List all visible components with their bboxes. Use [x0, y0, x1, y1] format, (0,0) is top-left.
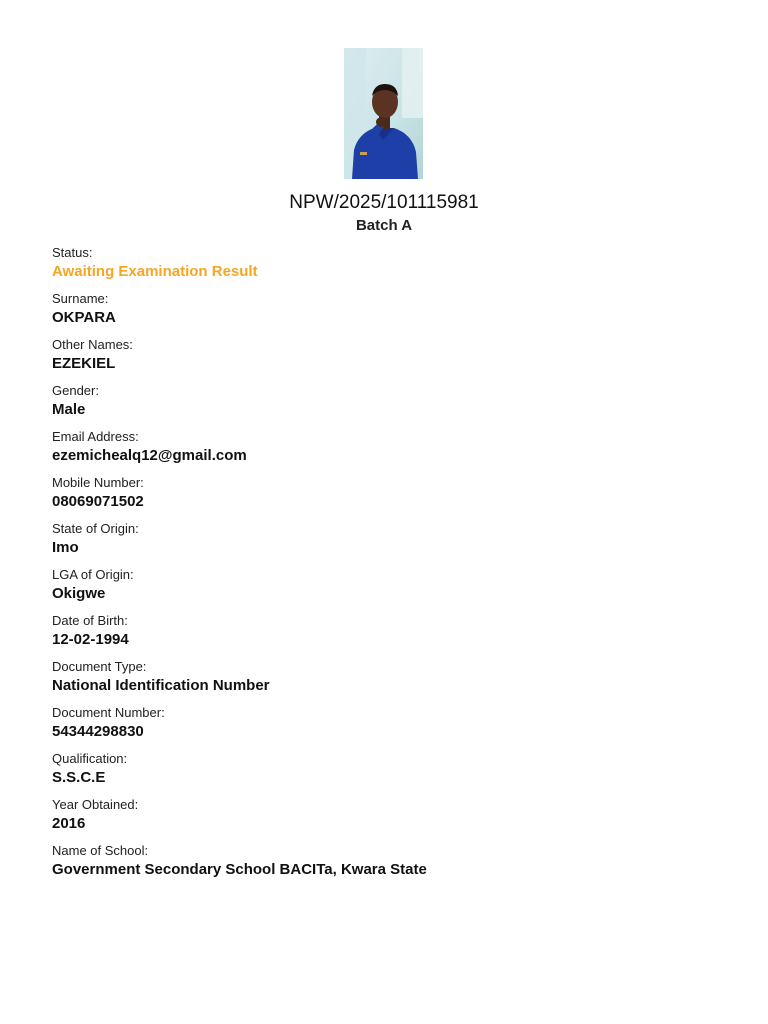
field-label: Name of School:: [52, 843, 149, 858]
registration-number: NPW/2025/101115981: [289, 192, 479, 213]
field-qualification: [52, 751, 712, 797]
field-label: Document Type:: [52, 659, 147, 674]
field-gender: [52, 383, 712, 429]
field-label: Email Address:: [52, 429, 139, 444]
field-label: Year Obtained:: [52, 797, 139, 812]
field-value: S.S.C.E: [52, 769, 106, 786]
field-label: Mobile Number:: [52, 475, 144, 490]
field-value: 12-02-1994: [52, 631, 129, 648]
field-label: Date of Birth:: [52, 613, 128, 628]
field-value: EZEKIEL: [52, 355, 116, 372]
field-email: [52, 429, 712, 475]
field-value: Okigwe: [52, 585, 106, 602]
field-value: Male: [52, 401, 86, 418]
field-label: Document Number:: [52, 705, 165, 720]
field-label: Other Names:: [52, 337, 133, 352]
field-value: ezemichealq12@gmail.com: [52, 447, 247, 464]
batch-label: Batch A: [355, 217, 413, 234]
field-status: [52, 245, 712, 291]
field-year-obtained: [52, 797, 712, 843]
applicant-photo: [344, 48, 423, 179]
field-other-names: [52, 337, 712, 383]
field-value: OKPARA: [52, 309, 116, 326]
field-label: Status:: [52, 245, 93, 260]
field-lga-of-origin: [52, 567, 712, 613]
field-document-type: [52, 659, 712, 705]
field-value: Government Secondary School BACITa, Kwara State: [52, 861, 427, 878]
field-label: Gender:: [52, 383, 99, 398]
field-document-number: [52, 705, 712, 751]
field-label: Surname:: [52, 291, 109, 306]
field-label: State of Origin:: [52, 521, 139, 536]
field-label: Qualification:: [52, 751, 128, 766]
status-value: Awaiting Examination Result: [52, 263, 258, 280]
applicant-details: [52, 245, 712, 889]
field-mobile-number: [52, 475, 712, 521]
field-name-of-school: [52, 843, 712, 889]
field-value: National Identification Number: [52, 677, 270, 694]
field-value: Imo: [52, 539, 79, 556]
field-state-of-origin: [52, 521, 712, 567]
field-date-of-birth: [52, 613, 712, 659]
field-value: 08069071502: [52, 493, 144, 510]
field-surname: [52, 291, 712, 337]
field-value: 2016: [52, 815, 86, 832]
field-value: 54344298830: [52, 723, 144, 740]
field-label: LGA of Origin:: [52, 567, 134, 582]
